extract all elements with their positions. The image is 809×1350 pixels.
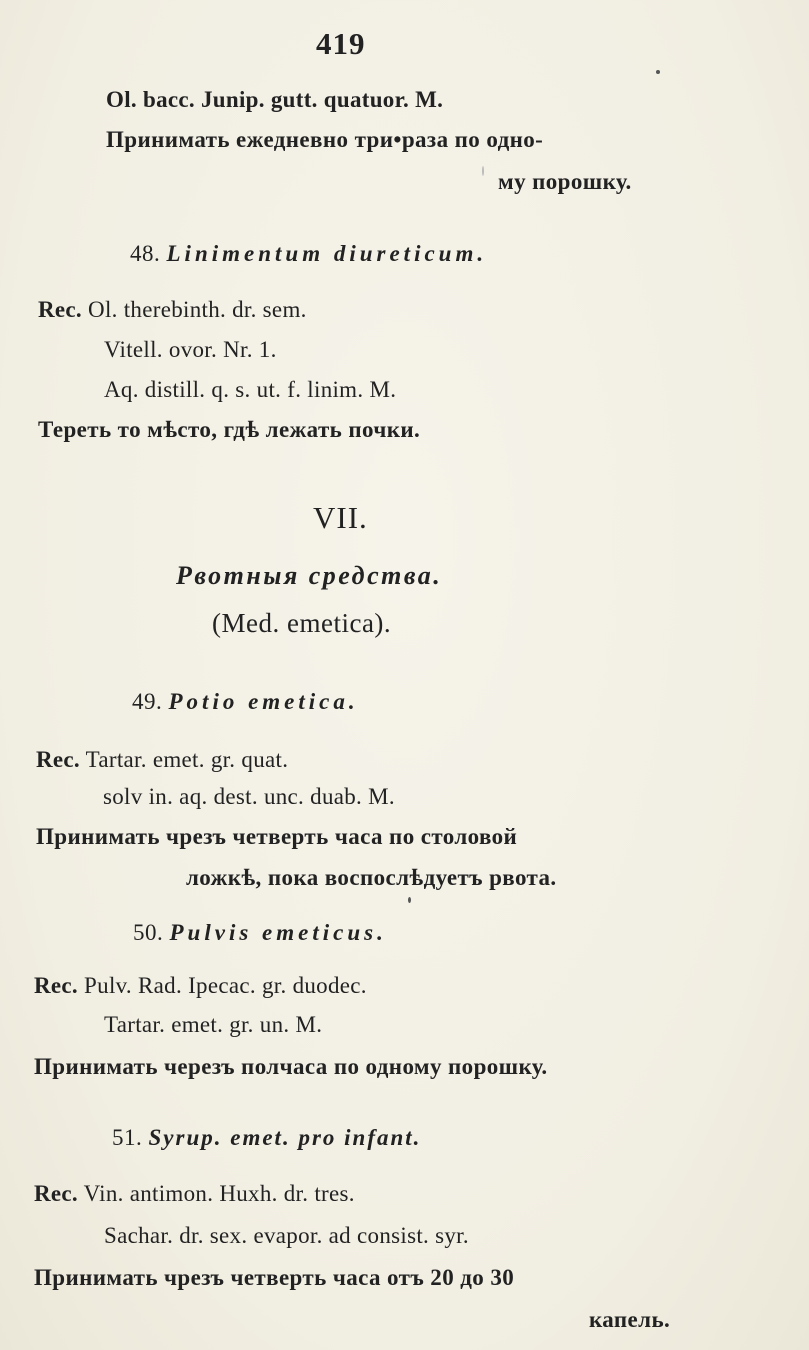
instruction-line: Тереть то мѣсто, гдѣ лежать почки. [38,417,421,442]
recipe-number: 51. [112,1125,143,1150]
ink-speck [408,897,411,903]
rec-label: Rec. [36,747,80,772]
rec-label: Rec. [34,973,78,998]
recipe-number: 48. [130,241,161,266]
ingredient: Ol. therebinth. dr. sem. [88,297,307,322]
rec-label: Rec. [38,297,82,322]
recipe-title: Potio emetica. [168,689,359,714]
ingredient: Pulv. Rad. Ipecac. gr. duodec. [84,973,367,998]
ingredient: Aq. distill. q. s. ut. f. linim. M. [104,377,397,402]
recipe-title: Syrup. emet. pro infant. [148,1125,422,1150]
prescription-line [34,974,367,997]
rec-label: Rec. [34,1181,78,1206]
instruction-line: капель. [589,1307,671,1332]
prescription-line [36,748,288,771]
section-title: Рвотныя средства. [176,561,443,590]
page-number: 419 [316,26,366,61]
recipe-heading [132,690,359,713]
section-number: VII. [313,500,368,535]
ink-speck [482,166,484,176]
recipe-number: 49. [132,689,163,714]
recipe-heading [112,1126,421,1149]
ink-speck [656,70,660,74]
instruction-line: Принимать черезъ полчаса по одному порошку. [34,1054,548,1079]
recipe-heading [130,242,487,265]
recipe-title: Pulvis emeticus. [169,920,387,945]
instruction-line: Принимать чрезъ четверть часа отъ 20 до 30 [34,1265,515,1290]
recipe-title: Linimentum diureticum. [166,241,488,266]
recipe-heading [133,921,387,944]
prescription-line: Ol. bacc. Junip. gutt. quatuor. M. [106,87,444,112]
recipe-number: 50. [133,920,164,945]
ingredient: Vitell. ovor. Nr. 1. [104,337,277,362]
ingredient: Vin. antimon. Huxh. dr. tres. [83,1181,355,1206]
instruction-line: Принимать ежедневно три•раза по одно- [106,127,544,152]
ingredient: solv in. aq. dest. unc. duab. M. [103,784,395,809]
section-subtitle: (Med. emetica). [212,608,392,638]
ingredient: Tartar. emet. gr. un. M. [104,1012,323,1037]
ingredient: Sachar. dr. sex. evapor. ad consist. syr. [104,1223,469,1248]
instruction-line: ложкѣ, пока воспослѣдуетъ рвота. [186,865,557,890]
instruction-line: му порошку. [498,169,632,194]
ingredient: Tartar. emet. gr. quat. [85,747,289,772]
instruction-line: Принимать чрезъ четверть часа по столовой [36,824,518,849]
prescription-line [34,1182,355,1205]
prescription-line [38,298,307,321]
